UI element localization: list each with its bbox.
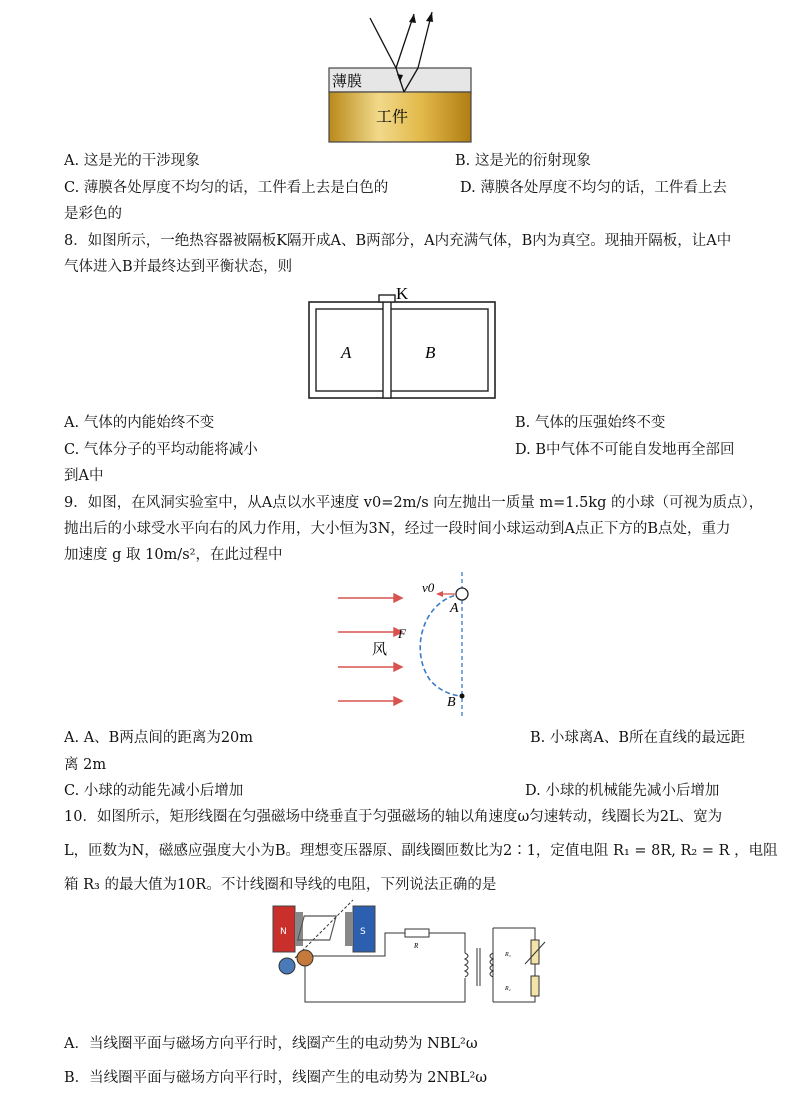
q9-stem-line2: 抛出后的小球受水平向右的风力作用，大小恒为3N，经过一段时间小球运动到A点正下方的B点处，重力 <box>64 521 731 537</box>
q10-option-b[interactable]: B．当线圈平面与磁场方向平行时，线圈产生的电动势为 2NBL²ω <box>64 1070 488 1086</box>
q8-option-a[interactable]: A. 气体的内能始终不变 <box>64 415 215 431</box>
q9-option-b[interactable]: B. 小球离A、B所在直线的最远距 <box>530 730 745 746</box>
q10-stem-line1: 10．如图所示，矩形线圈在匀强磁场中绕垂直于匀强磁场的轴以角速度ω匀速转动，线圈长为2L、宽为 <box>64 809 723 825</box>
q9-stem-line1: 9．如图，在风洞实验室中，从A点以水平速度 v0=2m/s 向左抛出一质量 m=1.5kg 的小球（可视为质点）， <box>64 495 764 511</box>
workpiece-label: 工件 <box>376 107 409 126</box>
resistor-r-label: R <box>414 942 419 950</box>
generator-transformer-figure <box>265 898 550 1013</box>
wind-tunnel-figure <box>330 570 490 720</box>
chamber-a-label: A <box>341 343 352 362</box>
thin-film-figure <box>320 10 480 145</box>
q7-option-b[interactable]: B. 这是光的衍射现象 <box>455 153 591 169</box>
resistor-r <box>405 929 429 937</box>
point-a-label: A <box>450 601 459 616</box>
q9-option-b-continued: 离 2m <box>64 757 107 773</box>
partition-k <box>383 302 391 398</box>
q8-option-c[interactable]: C. 气体分子的平均动能将减小 <box>64 442 258 458</box>
slip-ring-1 <box>279 958 295 974</box>
q9-option-a[interactable]: A. A、B两点间的距离为20m <box>64 730 254 746</box>
q9-option-c[interactable]: C. 小球的动能先减小后增加 <box>64 783 244 799</box>
container-outer-wall <box>309 302 495 398</box>
q8-stem-line2: 气体进入B并最终达到平衡状态，则 <box>64 259 293 275</box>
r2-label: R₂ <box>505 986 511 992</box>
transformer-primary <box>465 953 468 977</box>
q9-option-d[interactable]: D. 小球的机械能先减小后增加 <box>525 783 720 799</box>
q7-option-c[interactable]: C. 薄膜各处厚度不均匀的话，工件看上去是白色的 <box>64 180 389 196</box>
q9-stem-line3: 加速度 g 取 10m/s²，在此过程中 <box>64 547 283 563</box>
q8-stem-line1: 8．如图所示，一绝热容器被隔板K隔开成A、B两部分，A内充满气体，B内为真空。现抽开隔板，让A中 <box>64 233 732 249</box>
q10-option-a[interactable]: A．当线圈平面与磁场方向平行时，线圈产生的电动势为 NBL²ω <box>64 1036 478 1052</box>
ball-at-a <box>456 588 468 600</box>
wind-label: 风 <box>372 640 388 658</box>
point-b-label: B <box>447 695 456 710</box>
chamber-b-label: B <box>425 343 436 362</box>
q10-stem-line3: 箱 R₃ 的最大值为10R。不计线圈和导线的电阻，下列说法正确的是 <box>64 877 497 893</box>
wind-arrows <box>338 594 402 705</box>
q8-option-d[interactable]: D. B中气体不可能自发地再全部回 <box>515 442 735 458</box>
magnet-n-label: N <box>280 927 287 937</box>
q8-option-b[interactable]: B. 气体的压强始终不变 <box>515 415 666 431</box>
r3-label: R₃ <box>505 952 511 958</box>
partition-k-label: K <box>396 284 409 303</box>
film-label: 薄膜 <box>332 72 363 90</box>
force-f-label: F <box>398 626 406 641</box>
q8-option-d-continued: 到A中 <box>64 468 104 484</box>
magnet-s-label: S <box>360 927 366 937</box>
v0-label: v0 <box>422 580 435 595</box>
q7-option-a[interactable]: A. 这是光的干涉现象 <box>64 153 200 169</box>
resistor-box-r3 <box>531 940 539 964</box>
slip-ring-2 <box>297 950 313 966</box>
insulated-container-figure <box>305 284 505 402</box>
q10-stem-line2: L，匝数为N，磁感应强度大小为B。理想变压器原、副线圈匝数比为2∶1，定值电阻 R₁ = 8R, R₂ = R ，电阻 <box>64 843 778 859</box>
q7-option-d[interactable]: D. 薄膜各处厚度不均匀的话，工件看上去 <box>460 180 727 196</box>
partition-handle <box>379 295 395 302</box>
resistor-r2 <box>531 976 539 996</box>
point-b <box>460 694 465 699</box>
q7-option-d-continued: 是彩色的 <box>64 206 122 222</box>
